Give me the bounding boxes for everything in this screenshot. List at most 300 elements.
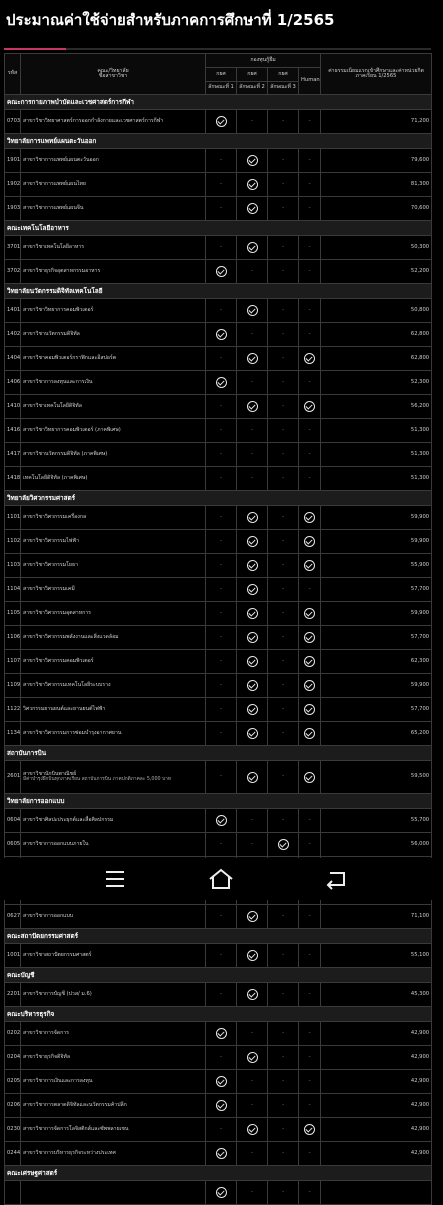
table-row[interactable] <box>5 110 432 134</box>
program-name: สาขาวิชานวัตกรรมดิจิทัล <box>23 330 80 337</box>
program-name-cell <box>21 809 206 833</box>
menu-button[interactable] <box>95 866 135 892</box>
program-code: 2601 <box>5 761 21 794</box>
program-name: สาขาวิชาการแพทย์แผนตะวันออก <box>23 156 99 163</box>
fund-cell <box>206 299 237 323</box>
fund-cell <box>299 260 321 284</box>
dash-mark: - <box>220 1125 222 1132</box>
fund-cell <box>299 110 321 134</box>
fund-cell <box>206 1070 237 1094</box>
dash-mark: - <box>308 306 311 313</box>
dash-mark: - <box>282 657 284 664</box>
fund-cell <box>206 1142 237 1166</box>
dash-mark: - <box>308 816 311 823</box>
fund-cell <box>206 761 237 794</box>
fund-cell <box>299 626 321 650</box>
dash-mark: - <box>308 951 311 958</box>
table-row[interactable] <box>5 443 432 467</box>
fee-value <box>321 1181 432 1205</box>
check-circle-icon <box>247 179 258 190</box>
program-name-cell <box>21 443 206 467</box>
program-name-cell <box>21 650 206 674</box>
program-name: สาขาวิชาวิทยาการคอมพิวเตอร์ (ภาคพิเศษ) <box>23 426 121 433</box>
fund-cell <box>237 395 268 419</box>
fund-cell <box>268 650 299 674</box>
table-row[interactable] <box>5 1094 432 1118</box>
table-row[interactable] <box>5 722 432 746</box>
fund-cell <box>237 1046 268 1070</box>
fund-cell <box>299 1046 321 1070</box>
dash-mark: - <box>308 426 311 433</box>
fund-cell <box>268 197 299 221</box>
fee-value: 50,800 <box>321 299 432 323</box>
fund-cell <box>268 299 299 323</box>
dash-mark: - <box>308 1188 311 1195</box>
fund-cell <box>268 1070 299 1094</box>
faculty-row <box>5 221 432 236</box>
program-code: 1902 <box>5 173 21 197</box>
dash-mark: - <box>282 180 284 187</box>
fee-table <box>4 53 432 1205</box>
table-row[interactable] <box>5 602 432 626</box>
check-circle-icon <box>247 203 258 214</box>
table-row[interactable] <box>5 809 432 833</box>
table-row[interactable] <box>5 236 432 260</box>
program-name: สาขาวิชาการออกแบบ <box>23 912 74 919</box>
check-circle-icon <box>247 512 258 523</box>
table-row[interactable] <box>5 173 432 197</box>
program-code: 0204 <box>5 1046 21 1070</box>
program-name: สาขาวิชาวิทยาการคอมพิวเตอร์ <box>23 306 94 313</box>
dash-mark: - <box>282 1188 284 1195</box>
dash-mark: - <box>282 330 284 337</box>
dash-mark: - <box>308 180 311 187</box>
fund-cell <box>268 347 299 371</box>
dash-mark: - <box>282 609 284 616</box>
program-name: สาขาวิชาวิศวกรรมเคมี <box>23 585 75 592</box>
program-code: 1901 <box>5 149 21 173</box>
program-name: สาขาวิชานักบินพาณิชย์ <box>23 770 77 777</box>
fund-cell <box>237 722 268 746</box>
program-name-cell <box>21 530 206 554</box>
title-underline <box>4 48 431 50</box>
table-row[interactable] <box>5 674 432 698</box>
table-row[interactable] <box>5 1046 432 1070</box>
dash-mark: - <box>282 705 284 712</box>
fund-cell <box>237 1094 268 1118</box>
fund-cell <box>206 443 237 467</box>
program-name: สาขาวิชาวิศวกรรมพลังงานและสิ่งแวดล้อม <box>23 633 119 640</box>
check-circle-icon <box>216 116 227 127</box>
dash-mark: - <box>220 773 222 780</box>
table-row[interactable] <box>5 467 432 491</box>
fund-cell <box>237 173 268 197</box>
dash-mark: - <box>220 609 222 616</box>
table-row[interactable] <box>5 944 432 968</box>
fund-cell <box>299 467 321 491</box>
program-name: สาขาวิชาวิศวกรรมโยธา <box>23 561 79 568</box>
program-name-cell <box>21 674 206 698</box>
header-f2-sub: ลักษณะที่ 2 <box>237 82 268 95</box>
fund-cell <box>268 626 299 650</box>
table-row[interactable] <box>5 299 432 323</box>
fund-cell <box>237 554 268 578</box>
fund-cell <box>299 674 321 698</box>
program-code <box>5 1181 21 1205</box>
dash-mark: - <box>308 156 311 163</box>
table-row[interactable] <box>5 1181 432 1205</box>
check-circle-icon <box>304 353 315 364</box>
fee-value: 59,900 <box>321 506 432 530</box>
home-button[interactable] <box>201 866 241 892</box>
check-circle-icon <box>304 1124 315 1135</box>
home-icon <box>207 868 235 890</box>
fund-cell <box>206 578 237 602</box>
dash-mark: - <box>251 1188 253 1195</box>
fund-cell <box>299 530 321 554</box>
dash-mark: - <box>282 1029 284 1036</box>
dash-mark: - <box>282 243 284 250</box>
program-code: 1106 <box>5 626 21 650</box>
header-program <box>21 54 206 95</box>
table-row[interactable] <box>5 698 432 722</box>
fund-cell <box>206 149 237 173</box>
fund-cell <box>237 944 268 968</box>
fund-cell <box>237 149 268 173</box>
program-name-cell <box>21 1181 206 1205</box>
check-circle-icon <box>216 1148 227 1159</box>
check-circle-icon <box>304 680 315 691</box>
table-row[interactable] <box>5 197 432 221</box>
dash-mark: - <box>308 1053 311 1060</box>
dash-mark: - <box>282 1125 284 1132</box>
fund-cell <box>268 983 299 1007</box>
dash-mark: - <box>308 990 311 997</box>
fee-value: 57,700 <box>321 578 432 602</box>
fund-cell <box>268 467 299 491</box>
fund-cell <box>206 602 237 626</box>
fund-cell <box>299 443 321 467</box>
program-name-cell <box>21 395 206 419</box>
fund-cell <box>268 761 299 794</box>
fee-value: 62,800 <box>321 323 432 347</box>
check-circle-icon <box>304 728 315 739</box>
program-name: สาขาวิชาการออกแบบภายใน <box>23 840 89 847</box>
dash-mark: - <box>220 729 222 736</box>
table-row[interactable] <box>5 419 432 443</box>
fee-table-container[interactable] <box>4 53 431 1195</box>
program-name-cell <box>21 236 206 260</box>
table-row[interactable] <box>5 650 432 674</box>
dash-mark: - <box>251 1077 253 1084</box>
fund-cell <box>237 197 268 221</box>
check-circle-icon <box>247 1124 258 1135</box>
fund-cell <box>237 698 268 722</box>
fund-cell <box>237 467 268 491</box>
fee-value: 59,900 <box>321 674 432 698</box>
table-row[interactable] <box>5 530 432 554</box>
program-name-cell <box>21 761 206 794</box>
table-row[interactable] <box>5 347 432 371</box>
program-name-cell <box>21 506 206 530</box>
faculty-row <box>5 284 432 299</box>
fee-value: 71,100 <box>321 905 432 929</box>
fund-cell <box>237 1070 268 1094</box>
fee-value: 55,900 <box>321 554 432 578</box>
fund-cell <box>299 506 321 530</box>
dash-mark: - <box>308 378 311 385</box>
fund-cell <box>237 626 268 650</box>
program-name-cell <box>21 626 206 650</box>
header-f1: กยศ <box>206 68 237 82</box>
fee-value: 79,600 <box>321 149 432 173</box>
check-circle-icon <box>304 560 315 571</box>
fee-value: 42,900 <box>321 1046 432 1070</box>
check-circle-icon <box>247 353 258 364</box>
check-circle-icon <box>304 772 315 783</box>
fund-cell <box>299 299 321 323</box>
program-code: 1903 <box>5 197 21 221</box>
table-row[interactable] <box>5 626 432 650</box>
check-circle-icon <box>304 536 315 547</box>
fund-cell <box>206 833 237 857</box>
fund-cell <box>268 110 299 134</box>
fund-cell <box>206 395 237 419</box>
fund-cell <box>237 833 268 857</box>
fund-cell <box>237 1118 268 1142</box>
program-name: สาขาวิชาการจัดการโลจิสติกส์และซัพพลายเชน <box>23 1125 129 1132</box>
dash-mark: - <box>308 585 311 592</box>
faculty-name: วิทยาลัยนวัตกรรมดิจิทัลเทคโนโลยี <box>5 284 432 299</box>
check-circle-icon <box>247 401 258 412</box>
table-row[interactable] <box>5 1022 432 1046</box>
fund-cell <box>206 236 237 260</box>
program-name-cell <box>21 602 206 626</box>
fund-cell <box>237 371 268 395</box>
fee-value: 59,900 <box>321 602 432 626</box>
dash-mark: - <box>220 156 222 163</box>
fund-cell <box>268 236 299 260</box>
program-name-cell <box>21 983 206 1007</box>
dash-mark: - <box>308 267 311 274</box>
check-circle-icon <box>247 560 258 571</box>
table-row[interactable] <box>5 983 432 1007</box>
fee-value: 57,700 <box>321 626 432 650</box>
check-circle-icon <box>304 401 315 412</box>
dash-mark: - <box>251 426 253 433</box>
fund-cell <box>268 419 299 443</box>
fund-cell <box>206 944 237 968</box>
program-name: สาขาวิชาวิทยาศาสตร์การออกกำลังกายและเวชศาสตร์การกีฬา <box>23 117 164 124</box>
program-name: สาขาวิชาการบริหารธุรกิจระหว่างประเทศ <box>23 1149 116 1156</box>
program-name-cell <box>21 554 206 578</box>
dash-mark: - <box>282 537 284 544</box>
faculty-row <box>5 794 432 809</box>
program-name-cell <box>21 371 206 395</box>
dash-mark: - <box>308 474 311 481</box>
fund-cell <box>237 236 268 260</box>
program-code: 1109 <box>5 674 21 698</box>
fund-cell <box>299 1142 321 1166</box>
program-name-cell <box>21 722 206 746</box>
fee-table-body <box>5 95 432 1205</box>
dash-mark: - <box>282 117 284 124</box>
dash-mark: - <box>308 330 311 337</box>
program-code: 1107 <box>5 650 21 674</box>
fee-value: 55,100 <box>321 944 432 968</box>
table-row[interactable] <box>5 833 432 857</box>
fund-cell <box>206 173 237 197</box>
faculty-name: คณะเทคโนโลยีอาหาร <box>5 221 432 236</box>
dash-mark: - <box>220 402 222 409</box>
faculty-name: วิทยาลัยการออกแบบ <box>5 794 432 809</box>
fee-value: 62,800 <box>321 347 432 371</box>
fund-cell <box>206 554 237 578</box>
dash-mark: - <box>282 402 284 409</box>
table-row[interactable] <box>5 371 432 395</box>
fund-cell <box>237 506 268 530</box>
fund-cell <box>268 1181 299 1205</box>
title-accent <box>4 48 66 50</box>
program-name: สาขาวิชาการลงทุนและการเงิน <box>23 378 93 385</box>
fund-cell <box>299 722 321 746</box>
dash-mark: - <box>251 267 253 274</box>
fund-cell <box>268 371 299 395</box>
faculty-name: คณะสถาปัตยกรรมศาสตร์ <box>5 929 432 944</box>
fund-cell <box>237 905 268 929</box>
fund-cell <box>237 761 268 794</box>
fund-cell <box>299 419 321 443</box>
program-name: สาขาวิชาสถาปัตยกรรมศาสตร์ <box>23 951 92 958</box>
dash-mark: - <box>220 537 222 544</box>
header-f4: Human <box>299 68 321 95</box>
program-code: 1103 <box>5 554 21 578</box>
fund-cell <box>299 833 321 857</box>
fund-cell <box>268 905 299 929</box>
fund-cell <box>268 260 299 284</box>
program-name-cell <box>21 467 206 491</box>
fund-cell <box>268 1118 299 1142</box>
dash-mark: - <box>220 585 222 592</box>
program-code: 0605 <box>5 833 21 857</box>
table-row[interactable] <box>5 395 432 419</box>
dash-mark: - <box>282 729 284 736</box>
table-row[interactable] <box>5 578 432 602</box>
back-button[interactable] <box>316 866 356 892</box>
fee-value: 42,900 <box>321 1070 432 1094</box>
program-name-cell <box>21 1070 206 1094</box>
fee-value: 56,000 <box>321 833 432 857</box>
program-name-cell <box>21 149 206 173</box>
table-row[interactable] <box>5 506 432 530</box>
dash-mark: - <box>282 633 284 640</box>
dash-mark: - <box>282 378 284 385</box>
program-name-cell <box>21 419 206 443</box>
check-circle-icon <box>247 950 258 961</box>
dash-mark: - <box>220 705 222 712</box>
faculty-name: คณะบัญชี <box>5 968 432 983</box>
table-row[interactable] <box>5 554 432 578</box>
faculty-row <box>5 1166 432 1181</box>
program-code: 1122 <box>5 698 21 722</box>
dash-mark: - <box>282 267 284 274</box>
program-code: 1134 <box>5 722 21 746</box>
check-circle-icon <box>247 632 258 643</box>
fund-cell <box>268 1142 299 1166</box>
fund-cell <box>268 323 299 347</box>
check-circle-icon <box>247 704 258 715</box>
dash-mark: - <box>308 450 311 457</box>
check-circle-icon <box>247 1052 258 1063</box>
table-row[interactable] <box>5 149 432 173</box>
dash-mark: - <box>282 773 284 780</box>
program-name: สาขาวิชาการตลาดดิจิทัลและนวัตกรรมค้าปลีก <box>23 1101 127 1108</box>
fee-value: 71,200 <box>321 110 432 134</box>
check-circle-icon <box>278 839 289 850</box>
program-code: 1101 <box>5 506 21 530</box>
dash-mark: - <box>282 306 284 313</box>
dash-mark: - <box>220 912 222 919</box>
fund-cell <box>268 506 299 530</box>
program-code: 1105 <box>5 602 21 626</box>
fund-cell <box>299 944 321 968</box>
fund-cell <box>299 983 321 1007</box>
table-row[interactable] <box>5 1142 432 1166</box>
table-row[interactable] <box>5 323 432 347</box>
table-row[interactable] <box>5 905 432 929</box>
table-row[interactable] <box>5 761 432 794</box>
dash-mark: - <box>251 474 253 481</box>
check-circle-icon <box>247 305 258 316</box>
program-code: 1418 <box>5 467 21 491</box>
page-title: ประมาณค่าใช้จ่ายสำหรับภาคการศึกษาที่ 1/2565 <box>6 11 335 29</box>
fund-cell <box>268 149 299 173</box>
check-circle-icon <box>304 608 315 619</box>
faculty-row <box>5 134 432 149</box>
program-name: สาขาวิชานวัตกรรมดิจิทัล (ภาคพิเศษ) <box>23 450 108 457</box>
system-nav-bar <box>0 858 443 900</box>
fee-value: 50,300 <box>321 236 432 260</box>
faculty-row <box>5 1007 432 1022</box>
dash-mark: - <box>282 585 284 592</box>
fund-cell <box>299 197 321 221</box>
fee-value: 51,300 <box>321 443 432 467</box>
check-circle-icon <box>247 584 258 595</box>
dash-mark: - <box>308 243 311 250</box>
dash-mark: - <box>251 1029 253 1036</box>
fund-cell <box>237 1181 268 1205</box>
table-row[interactable] <box>5 1118 432 1142</box>
dash-mark: - <box>282 990 284 997</box>
fund-cell <box>206 110 237 134</box>
table-row[interactable] <box>5 1070 432 1094</box>
fund-cell <box>206 722 237 746</box>
program-name-cell <box>21 833 206 857</box>
program-code: 1416 <box>5 419 21 443</box>
fund-cell <box>268 443 299 467</box>
header-fee-line1: ค่าธรรมเนียมแรกเข้าศึกษาและค่าหน่วยกิต <box>328 67 424 74</box>
fund-cell <box>206 983 237 1007</box>
check-circle-icon <box>304 656 315 667</box>
program-name-cell <box>21 1118 206 1142</box>
table-row[interactable] <box>5 260 432 284</box>
fund-cell <box>237 983 268 1007</box>
header-f2: กยศ <box>237 68 268 82</box>
program-code: 1404 <box>5 347 21 371</box>
fund-cell <box>268 674 299 698</box>
dash-mark: - <box>308 1149 311 1156</box>
header-code: รหัส <box>5 54 21 95</box>
